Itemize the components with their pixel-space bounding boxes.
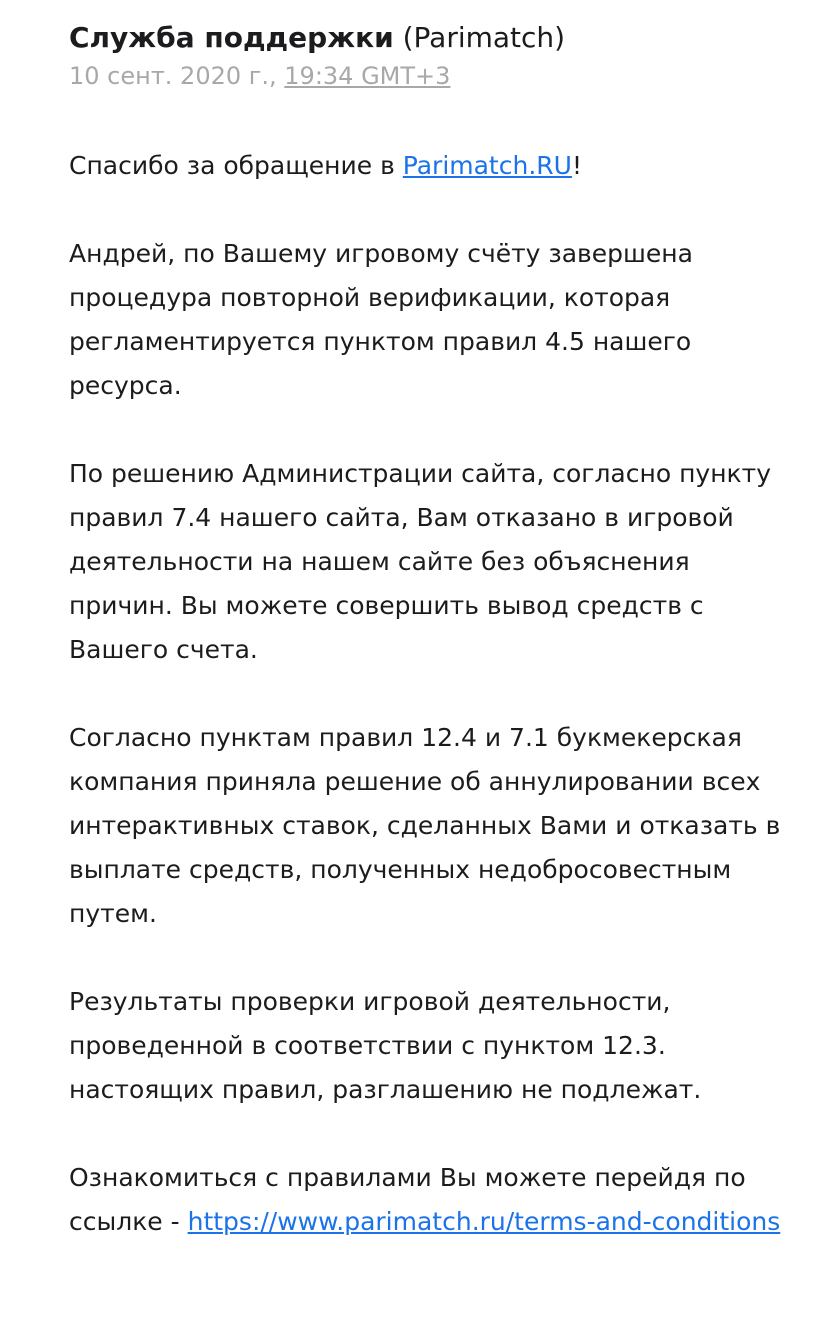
refusal-paragraph: По решению Администрации сайта, согласно пункту правил 7.4 нашего сайта, Вам отказано в игровой деятельности на нашем сайте без объяснения причин. Вы можете совершить вывод средств с Вашего счета. (69, 459, 772, 664)
results-paragraph: Результаты проверки игровой деятельности, проведенной в соответствии с пунктом 12.3. настоящих правил, разглашению не подлежат. (69, 987, 702, 1104)
email-header (69, 18, 789, 58)
terms-link[interactable]: https://www.parimatch.ru/terms-and-conditions (187, 1207, 781, 1236)
verification-paragraph: Андрей, по Вашему игровому счёту завершена процедура повторной верификации, которая регламентируется пунктом правил 4.5 нашего ресурса. (69, 239, 693, 400)
sender-name[interactable]: Служба поддержки (69, 21, 394, 54)
email-message (69, 18, 789, 1244)
rules-text: Ознакомиться с правилами Вы можете перейдя по ссылке - (69, 1163, 746, 1236)
greeting-punctuation: ! (571, 151, 582, 180)
parimatch-link[interactable]: Parimatch.RU (402, 151, 572, 180)
email-time[interactable]: 19:34 GMT+3 (284, 62, 451, 90)
greeting-paragraph (69, 144, 789, 188)
email-meta (69, 60, 789, 92)
sender-org: (Parimatch) (402, 21, 566, 54)
email-body (69, 144, 789, 1244)
greeting-text: Спасибо за обращение в (69, 151, 403, 180)
rules-paragraph (69, 1156, 789, 1244)
email-date: 10 сент. 2020 г., (69, 62, 277, 90)
cancellation-paragraph: Согласно пунктам правил 12.4 и 7.1 букмекерская компания приняла решение об аннулировании всех интерактивных ставок, сделанных Вами и отказать в выплате средств, полученных недобросовестным путем. (69, 723, 781, 928)
